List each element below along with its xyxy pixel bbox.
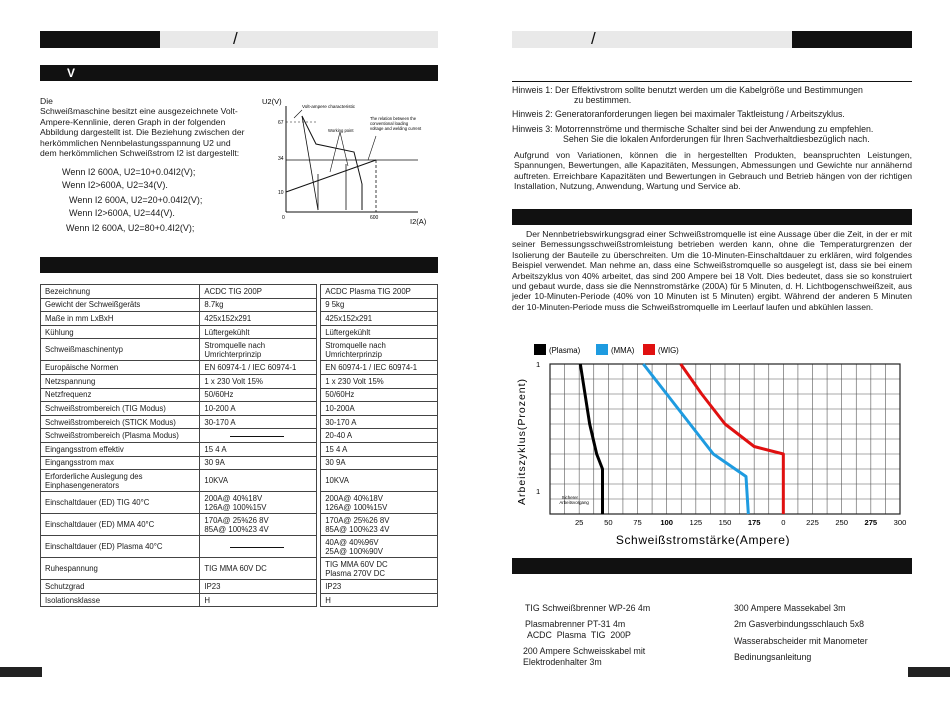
spec-row xyxy=(41,593,438,607)
spec-value-acdc-plasma: Lüftergekühlt xyxy=(321,325,438,339)
spec-value-acdc-plasma: 9 5kg xyxy=(321,298,438,312)
spec-label: Kühlung xyxy=(41,325,200,339)
spec-value-acdc-plasma: 10KVA xyxy=(321,470,438,492)
formula-line: Wenn I2 600A, U2=10+0.04I2(V); xyxy=(62,167,196,177)
y-tick-label: 1 xyxy=(536,487,541,496)
left-header-slash: / xyxy=(233,29,238,48)
va-y-tick: 10 xyxy=(278,190,284,196)
hinweis-1-cont: zu bestimmen. xyxy=(574,95,632,105)
spec-label: Eingangsstrom effektiv xyxy=(41,442,200,456)
spec-value-acdc-tig: 200A@ 40%18V 126A@ 100%15V xyxy=(200,492,317,514)
spec-label: Maße in mm LxBxH xyxy=(41,312,200,326)
va-x-axis-label: I2(A) xyxy=(410,217,427,226)
accessory-item: 300 Ampere Massekabel 3m xyxy=(734,603,846,613)
right-top-rule xyxy=(512,81,912,82)
spec-value-acdc-plasma: EN 60974-1 / IEC 60974-1 xyxy=(321,361,438,375)
intro-line: Die xyxy=(40,96,53,106)
spec-label: Einschaltdauer (ED) MMA 40°C xyxy=(41,514,200,536)
spec-value-acdc-plasma: Stromquelle nach Umrichterprinzip xyxy=(321,339,438,361)
spec-row xyxy=(41,492,438,514)
spec-label: Schweißstrombereich (TIG Modus) xyxy=(41,402,200,416)
spec-value-acdc-plasma: 20-40 A xyxy=(321,429,438,443)
formula-line: Wenn I2 600A, U2=20+0.04I2(V); xyxy=(69,195,203,205)
spec-label: Einschaltdauer (ED) Plasma 40°C xyxy=(41,536,200,558)
spec-row xyxy=(41,388,438,402)
spec-value-acdc-tig: 10-200 A xyxy=(200,402,317,416)
not-applicable-dash xyxy=(230,547,284,548)
spec-row xyxy=(41,402,438,416)
spec-value-acdc-tig: EN 60974-1 / IEC 60974-1 xyxy=(200,361,317,375)
legend-swatch-wig xyxy=(643,344,655,355)
spec-value-acdc-plasma: 50/60Hz xyxy=(321,388,438,402)
legend-label: (MMA) xyxy=(611,346,635,355)
spec-value-acdc-plasma: 170A@ 25%26 8V 85A@ 100%23 4V xyxy=(321,514,438,536)
va-characteristic-graph xyxy=(258,92,438,240)
section-va-characteristic xyxy=(40,65,438,81)
spec-value-acdc-plasma: 30-170 A xyxy=(321,415,438,429)
left-corner-tab xyxy=(0,667,42,677)
spec-value-acdc-tig: ACDC TIG 200P xyxy=(200,285,317,299)
va-x-tick: 600 xyxy=(370,215,379,221)
va-annotation-top: Volt-ampere characteristic xyxy=(302,104,356,109)
spec-label: Einschaltdauer (ED) TIG 40°C xyxy=(41,492,200,514)
spec-value-acdc-plasma: IP23 xyxy=(321,580,438,594)
spec-row xyxy=(41,580,438,594)
intro-line: Schweißmaschine besitzt eine ausgezeichnete Volt- xyxy=(40,106,238,117)
spec-label: Isolationsklasse xyxy=(41,593,200,607)
spec-label: Netzfrequenz xyxy=(41,388,200,402)
va-annotation-relation: The relation between the conventional loading voltage and welding current xyxy=(370,116,422,131)
spec-value-acdc-tig: Stromquelle nach Umrichterprinzip xyxy=(200,339,317,361)
intro-line: herkömmlichen Nennbelastungsspannung U2 und xyxy=(40,137,231,148)
va-y-tick: 34 xyxy=(278,156,284,162)
x-tick-label: 250 xyxy=(835,518,849,527)
spec-row xyxy=(41,339,438,361)
spec-value-acdc-tig: 425x152x291 xyxy=(200,312,317,326)
spec-label: Ruhespannung xyxy=(41,558,200,580)
x-tick-label: 225 xyxy=(806,518,819,527)
spec-value-acdc-plasma: 200A@ 40%18V 126A@ 100%15V xyxy=(321,492,438,514)
spec-label: Schweißmaschinentyp xyxy=(41,339,200,361)
y-axis-label: Arbeitszyklus(Prozent) xyxy=(516,377,528,505)
section-duty-cycle xyxy=(512,209,912,225)
spec-value-acdc-plasma: 15 4 A xyxy=(321,442,438,456)
not-applicable-dash xyxy=(230,436,284,437)
spec-value-acdc-tig: IP23 xyxy=(200,580,317,594)
spec-value-acdc-plasma: 40A@ 40%96V 25A@ 100%90V xyxy=(321,536,438,558)
accessory-item: TIG Schweißbrenner WP-26 4m xyxy=(525,603,651,613)
x-tick-label: 125 xyxy=(689,518,703,527)
va-annotation-working: Working point xyxy=(328,128,354,133)
spec-value-acdc-tig xyxy=(200,429,317,443)
spec-row xyxy=(41,374,438,388)
accessory-item: 200 Ampere Schweisskabel mit Elektrodenhalter 3m xyxy=(523,646,646,667)
x-tick-label: 275 xyxy=(864,518,878,527)
legend-label: (Plasma) xyxy=(549,346,581,355)
section-accessories xyxy=(512,558,912,574)
spec-value-acdc-tig: 15 4 A xyxy=(200,442,317,456)
spec-row xyxy=(41,415,438,429)
spec-value-acdc-tig xyxy=(200,536,317,558)
accessory-item: 2m Gasverbindungsschlauch 5x8 xyxy=(734,619,865,629)
spec-label: Europäische Normen xyxy=(41,361,200,375)
spec-value-acdc-tig: 1 x 230 Volt 15% xyxy=(200,374,317,388)
formula-line: Wenn I2>600A, U2=34(V). xyxy=(62,180,168,190)
spec-value-acdc-tig: 10KVA xyxy=(200,470,317,492)
x-tick-label: 100 xyxy=(660,518,674,527)
spec-row xyxy=(41,429,438,443)
va-y-axis-label: U2(V) xyxy=(262,97,282,106)
spec-label: Gewicht der Schweißgeräts xyxy=(41,298,200,312)
accessory-item: Bedinungsanleitung xyxy=(734,652,812,662)
hinweis-2: Hinweis 2: Generatoranforderungen liegen bei maximaler Taktleistung / Arbeitszyklus. xyxy=(512,109,845,119)
left-header-dark xyxy=(40,31,160,48)
x-tick-label: 300 xyxy=(893,518,907,527)
x-tick-label: 50 xyxy=(604,518,613,527)
section-va-title: V xyxy=(67,66,76,80)
spec-row xyxy=(41,285,438,299)
spec-value-acdc-plasma: 425x152x291 xyxy=(321,312,438,326)
x-axis-label: Schweißstromstärke(Ampere) xyxy=(615,533,791,546)
spec-value-acdc-tig: Lüftergekühlt xyxy=(200,325,317,339)
x-tick-label: 75 xyxy=(633,518,642,527)
spec-label: Erforderliche Auslegung des Einphasengenerators xyxy=(41,470,200,492)
x-tick-label: 175 xyxy=(747,518,761,527)
spec-value-acdc-plasma: H xyxy=(321,593,438,607)
spec-table xyxy=(40,284,438,607)
va-y-tick: 67 xyxy=(278,120,284,126)
accessory-item: Wasserabscheider mit Manometer xyxy=(734,636,868,646)
spec-value-acdc-tig: 50/60Hz xyxy=(200,388,317,402)
spec-label: Eingangsstrom max xyxy=(41,456,200,470)
x-tick-label: 0 xyxy=(781,518,786,527)
hinweis-3-cont: Sehen Sie die lokalen Anforderungen für Ihren Sachverhaltdiesbezüglich nach. xyxy=(563,134,870,144)
spec-row xyxy=(41,361,438,375)
intro-paragraph xyxy=(40,96,252,158)
variation-paragraph: Aufgrund von Variationen, können die in hergestellten Produkten, beanspruchten Leistungen, Spannungen, Bewertungen, alle Kapazitäten, Messungen, Abmessungen und Gewichte nur annähernd auftreten. Erreichbare Kapazitäten und Bewertungen in Gebrauch und Betrieb hängen von der richtigen Installation, Nutzung, Anwendung, Wartung und Service ab. xyxy=(514,150,912,192)
x-tick-label: 25 xyxy=(574,518,584,527)
spec-value-acdc-tig: 30-170 A xyxy=(200,415,317,429)
legend-label: (WIG) xyxy=(658,346,679,355)
spec-row xyxy=(41,442,438,456)
spec-row xyxy=(41,514,438,536)
accessory-item: Plasmabrenner PT-31 4m ACDC Plasma TIG 200P xyxy=(525,619,631,640)
intro-line: Ampere-Kennlinie, deren Graph in der folgenden xyxy=(40,116,226,127)
spec-row xyxy=(41,558,438,580)
spec-value-acdc-tig: H xyxy=(200,593,317,607)
spec-value-acdc-tig: 30 9A xyxy=(200,456,317,470)
right-header-dark xyxy=(792,31,912,48)
spec-label: Schweißstrombereich (Plasma Modus) xyxy=(41,429,200,443)
x-tick-label: 150 xyxy=(718,518,732,527)
spec-value-acdc-tig: 8.7kg xyxy=(200,298,317,312)
duty-cycle-chart xyxy=(512,340,912,546)
intro-line: Abbildung dargestellt ist. Die Beziehung zwischen der xyxy=(40,127,245,138)
spec-row xyxy=(41,536,438,558)
right-header-light xyxy=(512,31,792,48)
spec-label: Bezeichnung xyxy=(41,285,200,299)
duty-paragraph: Der Nennbetriebswirkungsgrad einer Schweißstromquelle ist eine Aussage über die Zeit, in der er mit seiner Bemessungsschweißstromleistung betrieben werden kann, ohne die Temperaturgrenzen der Isolierung der Bauteile zu überschreiten. Um die 10-Minuten-Einschaltdauer zu erklären, wird folgendes Beispiel verwendet. Man nehme an, dass eine Schweißstromquelle so ausgelegt ist, dass sie bei einem Arbeitszyklus von 40% arbeitet, das sind 200 Ampere bei 18 Volt. Dies bedeutet, dass sie so konstruiert und gebaut wurde, dass sie die Nennstromstärke (200A) für 5 Minuten, d. H. Lichtbogenschweißzeit, aus jeder 10-Minuten-Periode (40% von 10 Minuten ist 5 Minuten) ergibt. Während der anderen 5 Minuten der 10-Minuten-Periode muss die Schweißstromquelle im Leerlauf laufen und abkühlen lassen. xyxy=(512,229,912,312)
spec-row xyxy=(41,325,438,339)
spec-value-acdc-tig: 170A@ 25%26 8V 85A@ 100%23 4V xyxy=(200,514,317,536)
spec-row xyxy=(41,312,438,326)
va-x-tick: 0 xyxy=(282,215,285,221)
safe-zone-annotation: Sicherer Arbeitsvorgang xyxy=(559,495,589,505)
spec-row xyxy=(41,470,438,492)
formula-line: Wenn I2>600A, U2=44(V). xyxy=(69,208,175,218)
hinweis-1: Hinweis 1: Der Effektivstrom sollte benutzt werden um die Kabelgröße und Bestimmungen xyxy=(512,85,863,95)
right-corner-tab xyxy=(908,667,950,677)
spec-row xyxy=(41,456,438,470)
intro-line: dem herkömmlichen Schweißstrom I2 ist dargestellt: xyxy=(40,148,240,159)
spec-value-acdc-plasma: ACDC Plasma TIG 200P xyxy=(321,285,438,299)
spec-label: Schutzgrad xyxy=(41,580,200,594)
spec-value-acdc-plasma: 10-200A xyxy=(321,402,438,416)
spec-value-acdc-tig: TIG MMA 60V DC xyxy=(200,558,317,580)
spec-row xyxy=(41,298,438,312)
spec-label: Netzspannung xyxy=(41,374,200,388)
spec-value-acdc-plasma: TIG MMA 60V DC Plasma 270V DC xyxy=(321,558,438,580)
right-header-slash: / xyxy=(591,29,596,48)
spec-value-acdc-plasma: 1 x 230 Volt 15% xyxy=(321,374,438,388)
y-tick-label: 1 xyxy=(536,360,541,369)
hinweis-3: Hinweis 3: Motorrennströme und thermische Schalter sind bei der Anwendung zu empfehlen. xyxy=(512,124,874,134)
section-technical-data xyxy=(40,257,438,273)
spec-value-acdc-plasma: 30 9A xyxy=(321,456,438,470)
legend-swatch-mma xyxy=(596,344,608,355)
formula-line: Wenn I2 600A, U2=80+0.4I2(V); xyxy=(66,223,195,233)
left-header-light xyxy=(160,31,438,48)
legend-swatch-plasma xyxy=(534,344,546,355)
spec-label: Schweißstrombereich (STICK Modus) xyxy=(41,415,200,429)
